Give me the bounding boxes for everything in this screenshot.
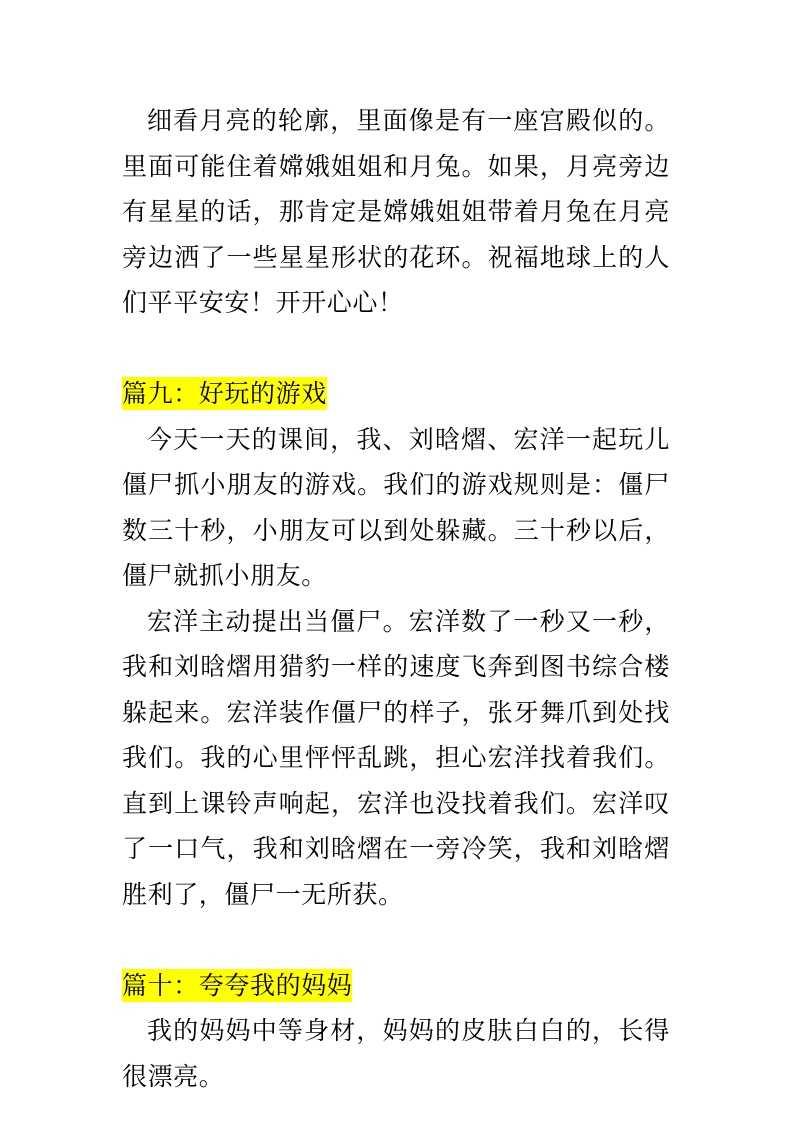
body-paragraph: 今天一天的课间，我、刘晗熠、宏洋一起玩儿僵尸抓小朋友的游戏。我们的游戏规则是：僵尸数三十秒，小朋友可以到处躲藏。三十秒以后，僵尸就抓小朋友。 bbox=[122, 424, 670, 590]
section-heading-10-text: 篇十：夸夸我的妈妈 bbox=[122, 970, 353, 1000]
section-heading-9-text: 篇九：好玩的游戏 bbox=[122, 379, 327, 408]
document-page bbox=[122, 98, 670, 1099]
body-paragraph: 细看月亮的轮廓，里面像是有一座宫殿似的。里面可能住着嫦娥姐姐和月兔。如果，月亮旁边有星星的话，那肯定是嫦娥姐姐带着月兔在月亮旁边洒了一些星星形状的花环。祝福地球上的人们平平安安！开开心心！ bbox=[122, 106, 670, 317]
paragraph-spacer bbox=[122, 326, 670, 372]
section-heading-10 bbox=[122, 963, 670, 1009]
body-paragraph: 宏洋主动提出当僵尸。宏洋数了一秒又一秒，我和刘晗熠用猎豹一样的速度飞奔到图书综合楼躲起来。宏洋装作僵尸的样子，张牙舞爪到处找我们。我的心里怦怦乱跳，担心宏洋找着我们。直到上课铃声响起，宏洋也没找着我们。宏洋叹了一口气，我和刘晗熠在一旁冷笑，我和刘晗熠胜利了，僵尸一无所获。 bbox=[122, 606, 670, 909]
paragraph-spacer bbox=[122, 917, 670, 963]
section-heading-9 bbox=[122, 371, 670, 417]
body-paragraph: 我的妈妈中等身材，妈妈的皮肤白白的，长得很漂亮。 bbox=[122, 1016, 670, 1091]
